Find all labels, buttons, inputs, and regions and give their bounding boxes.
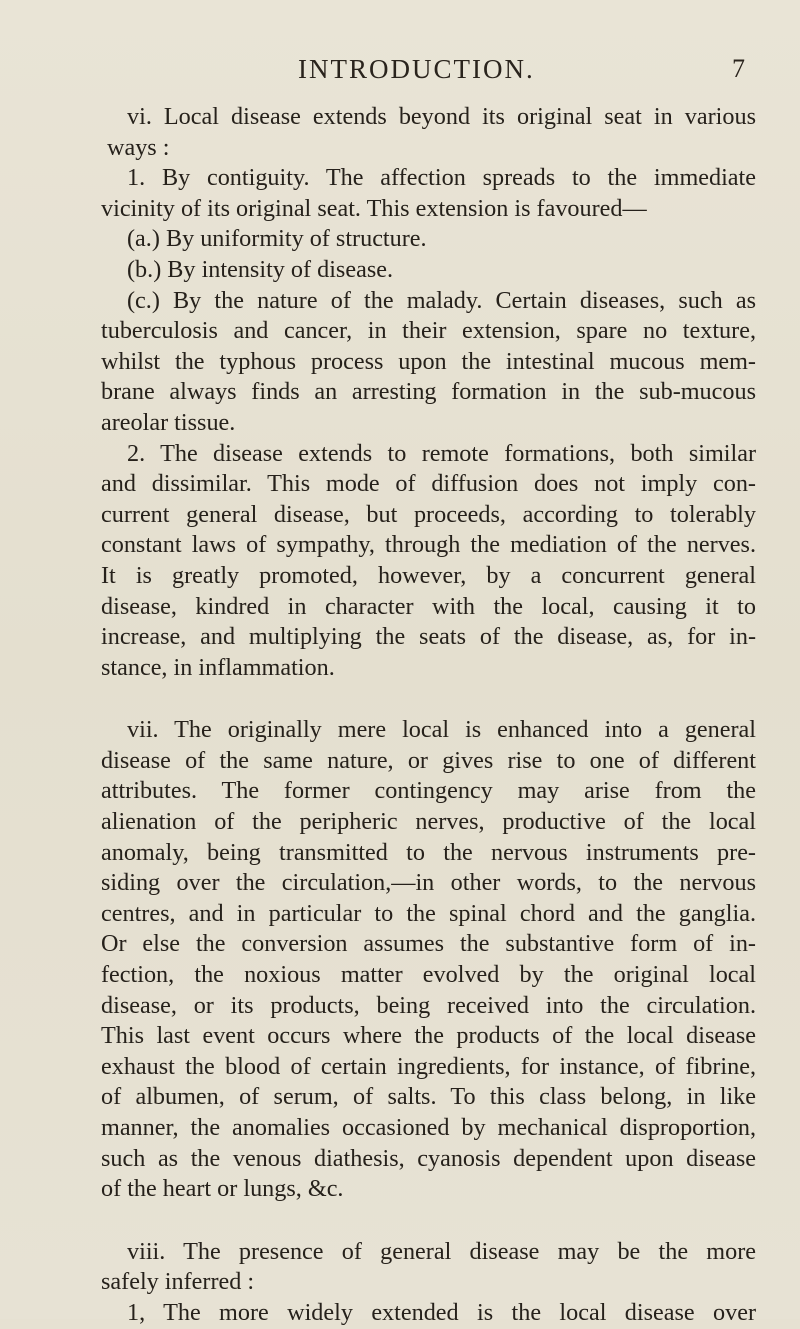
text-line: vi. Local disease extends beyond its original seat in various <box>127 103 756 130</box>
text-line: (b.) By intensity of disease. <box>127 255 394 283</box>
text-line: This last event occurs where the products of the local disease <box>101 1022 756 1050</box>
text-line: (a.) By uniformity of structure. <box>127 225 427 253</box>
text-line: of albumen, of serum, of salts. To this class belong, in like <box>101 1083 756 1111</box>
text-line: exhaust the blood of certain ingredients, for instance, of fibrine, <box>101 1052 756 1080</box>
text-line: attributes. The former contingency may arise from the <box>101 777 756 805</box>
text-line: disease of the same nature, or gives rise to one of different <box>101 746 756 774</box>
text-line: Or else the conversion assumes the substantive form of in- <box>101 930 756 958</box>
text-line: constant laws of sympathy, through the mediation of the nerves. <box>101 531 756 559</box>
running-head <box>0 48 800 88</box>
text-line: centres, and in particular to the spinal chord and the ganglia. <box>101 899 756 927</box>
text-line: 2. The disease extends to remote formations, both similar <box>127 439 756 467</box>
text-line: 1. By contiguity. The affection spreads to the immediate <box>127 164 756 192</box>
text-line: alienation of the peripheric nerves, productive of the local <box>101 808 756 836</box>
text-line: safely inferred : <box>101 1268 255 1296</box>
text-line: whilst the typhous process upon the intestinal mucous mem- <box>101 347 756 375</box>
text-line: vicinity of its original seat. This extension is favoured— <box>101 194 647 222</box>
body-text <box>101 102 756 1329</box>
text-line: tuberculosis and cancer, in their extension, spare no texture, <box>101 317 756 345</box>
text-line: It is greatly promoted, however, by a concurrent general <box>101 561 756 589</box>
text-line: 1, The more widely extended is the local disease over <box>127 1298 756 1326</box>
text-line: vii. The originally mere local is enhanced into a general <box>127 716 756 744</box>
text-line: and dissimilar. This mode of diffusion does not imply con- <box>101 470 756 498</box>
text-line: (c.) By the nature of the malady. Certain diseases, such as <box>127 286 756 314</box>
text-line: areolar tissue. <box>101 408 236 436</box>
paragraph-gap <box>101 1205 756 1237</box>
text-line: disease, kindred in character with the local, causing it to <box>101 592 756 620</box>
running-head-title: INTRODUCTION. <box>298 54 535 84</box>
text-line: anomaly, being transmitted to the nervous instruments pre- <box>101 838 756 866</box>
text-line: stance, in inflammation. <box>101 653 335 681</box>
text-line: siding over the circulation,—in other words, to the nervous <box>101 869 756 897</box>
text-line: of the heart or lungs, &c. <box>101 1175 344 1203</box>
text-line: disease, or its products, being received into the circulation. <box>101 991 756 1019</box>
text-line: manner, the anomalies occasioned by mechanical disproportion, <box>101 1114 756 1141</box>
text-line: current general disease, but proceeds, according to tolerably <box>101 500 756 528</box>
text-line: ways : <box>107 133 170 161</box>
paragraph-gap <box>101 683 756 715</box>
text-line: fection, the noxious matter evolved by the original local <box>101 961 756 989</box>
text-line: increase, and multiplying the seats of the disease, as, for in- <box>101 623 756 651</box>
text-line: such as the venous diathesis, cyanosis dependent upon disease <box>101 1144 756 1172</box>
text-line: brane always finds an arresting formation in the sub-mucous <box>101 378 756 406</box>
text-line: viii. The presence of general disease may be the more <box>127 1237 756 1265</box>
page-number: 7 <box>732 54 745 83</box>
